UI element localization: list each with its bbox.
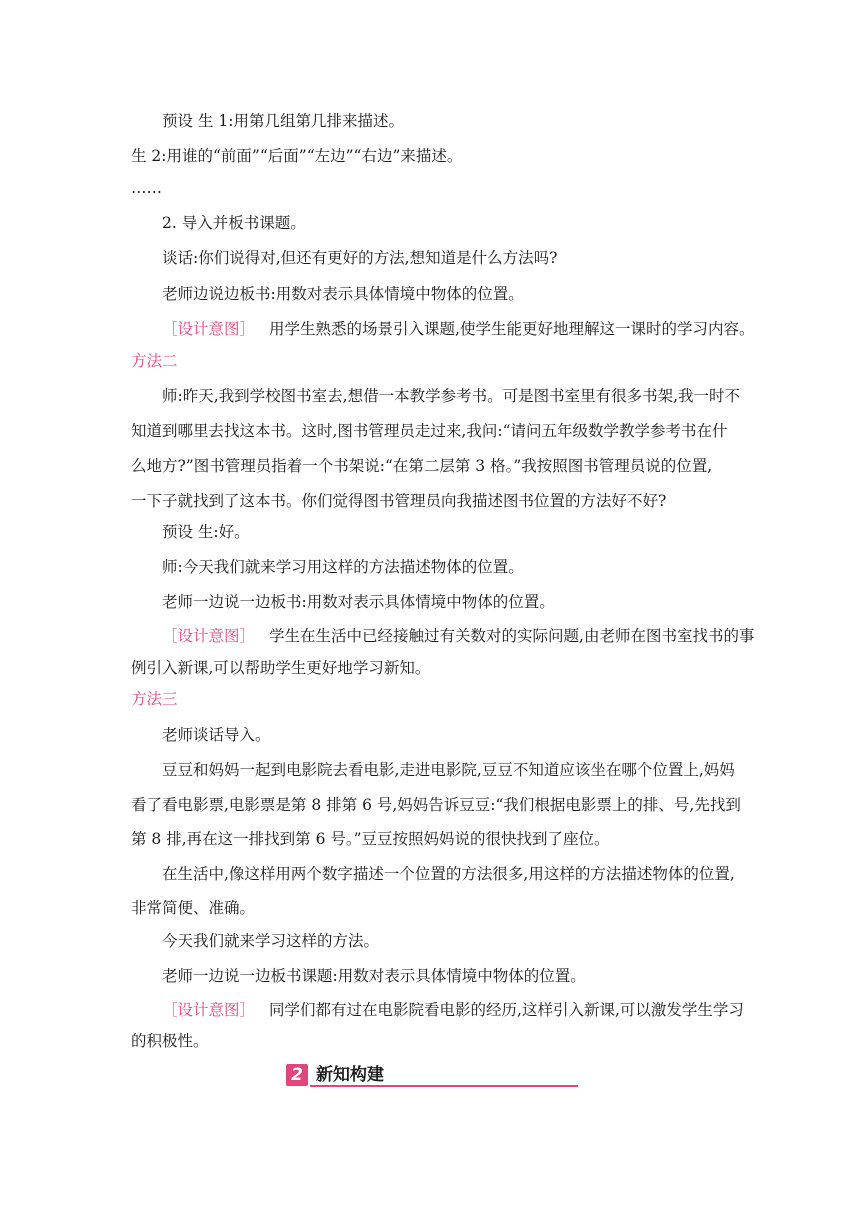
design-intent-text: 用学生熟悉的场景引入课题,使学生能更好地理解这一课时的学习内容。 xyxy=(269,320,755,338)
text-line: 老师一边说一边板书课题:用数对表示具体情境中物体的位置。 xyxy=(162,967,586,985)
paragraph-line: 知道到哪里去找这本书。这时,图书管理员走过来,我问:“请问五年级数学教学参考书在什 xyxy=(131,422,728,440)
design-intent-note xyxy=(162,319,754,339)
method-two-heading: 方法二 xyxy=(131,352,178,370)
paragraph-line: 师:昨天,我到学校图书室去,想借一本教学参考书。可是图书室里有很多书架,我一时不 xyxy=(162,387,741,405)
section-number-badge: 2 xyxy=(286,1064,308,1086)
paragraph-line: 一下子就找到了这本书。你们觉得图书管理员向我描述图书位置的方法好不好? xyxy=(131,492,667,510)
design-intent-text: 例引入新课,可以帮助学生更好地学习新知。 xyxy=(131,659,431,677)
method-three-heading: 方法三 xyxy=(131,690,178,708)
design-intent-text: 学生在生活中已经接触过有关数对的实际问题,由老师在图书室找书的事 xyxy=(269,627,755,645)
design-intent-note xyxy=(162,626,754,646)
ellipsis-line: …… xyxy=(131,179,162,197)
text-line: 预设 生:好。 xyxy=(162,523,250,541)
section-title: 新知构建 xyxy=(316,1065,384,1085)
design-intent-tag: ［设计意图］ xyxy=(162,627,256,645)
design-intent-text: 同学们都有过在电影院看电影的经历,这样引入新课,可以激发学生学习 xyxy=(269,1001,744,1019)
paragraph-line: 看了看电影票,电影票是第 8 排第 6 号,妈妈告诉豆豆:“我们根据电影票上的排、号,先找到 xyxy=(131,796,741,814)
text-line: 2. 导入并板书课题。 xyxy=(162,214,306,232)
text-line: 今天我们就来学习这样的方法。 xyxy=(162,932,380,950)
text-line: 老师一边说一边板书:用数对表示具体情境中物体的位置。 xyxy=(162,593,555,611)
design-intent-text: 的积极性。 xyxy=(131,1032,209,1050)
paragraph-line: 豆豆和妈妈一起到电影院去看电影,走进电影院,豆豆不知道应该坐在哪个位置上,妈妈 xyxy=(162,761,735,779)
text-line: 老师谈话导入。 xyxy=(162,726,271,744)
text-line: 预设 生 1:用第几组第几排来描述。 xyxy=(162,112,404,130)
section-underline xyxy=(310,1085,578,1087)
design-intent-note xyxy=(162,1000,744,1020)
paragraph-line: 第 8 排,再在这一排找到第 6 号。”豆豆按照妈妈说的很快找到了座位。 xyxy=(131,830,610,848)
text-line: 谈话:你们说得对,但还有更好的方法,想知道是什么方法吗? xyxy=(162,249,558,267)
text-line: 师:今天我们就来学习用这样的方法描述物体的位置。 xyxy=(162,558,524,576)
text-line: 生 2:用谁的“前面”“后面”“左边”“右边”来描述。 xyxy=(131,147,463,165)
section-header xyxy=(286,1063,578,1087)
paragraph-line: 么地方?”图书管理员指着一个书架说:“在第二层第 3 格。”我按照图书管理员说的位置, xyxy=(131,457,713,475)
design-intent-tag: ［设计意图］ xyxy=(162,1001,256,1019)
paragraph-line: 非常简便、准确。 xyxy=(131,899,256,917)
design-intent-tag: ［设计意图］ xyxy=(162,320,256,338)
text-line: 老师边说边板书:用数对表示具体情境中物体的位置。 xyxy=(162,285,524,303)
paragraph-line: 在生活中,像这样用两个数字描述一个位置的方法很多,用这样的方法描述物体的位置, xyxy=(162,865,735,883)
